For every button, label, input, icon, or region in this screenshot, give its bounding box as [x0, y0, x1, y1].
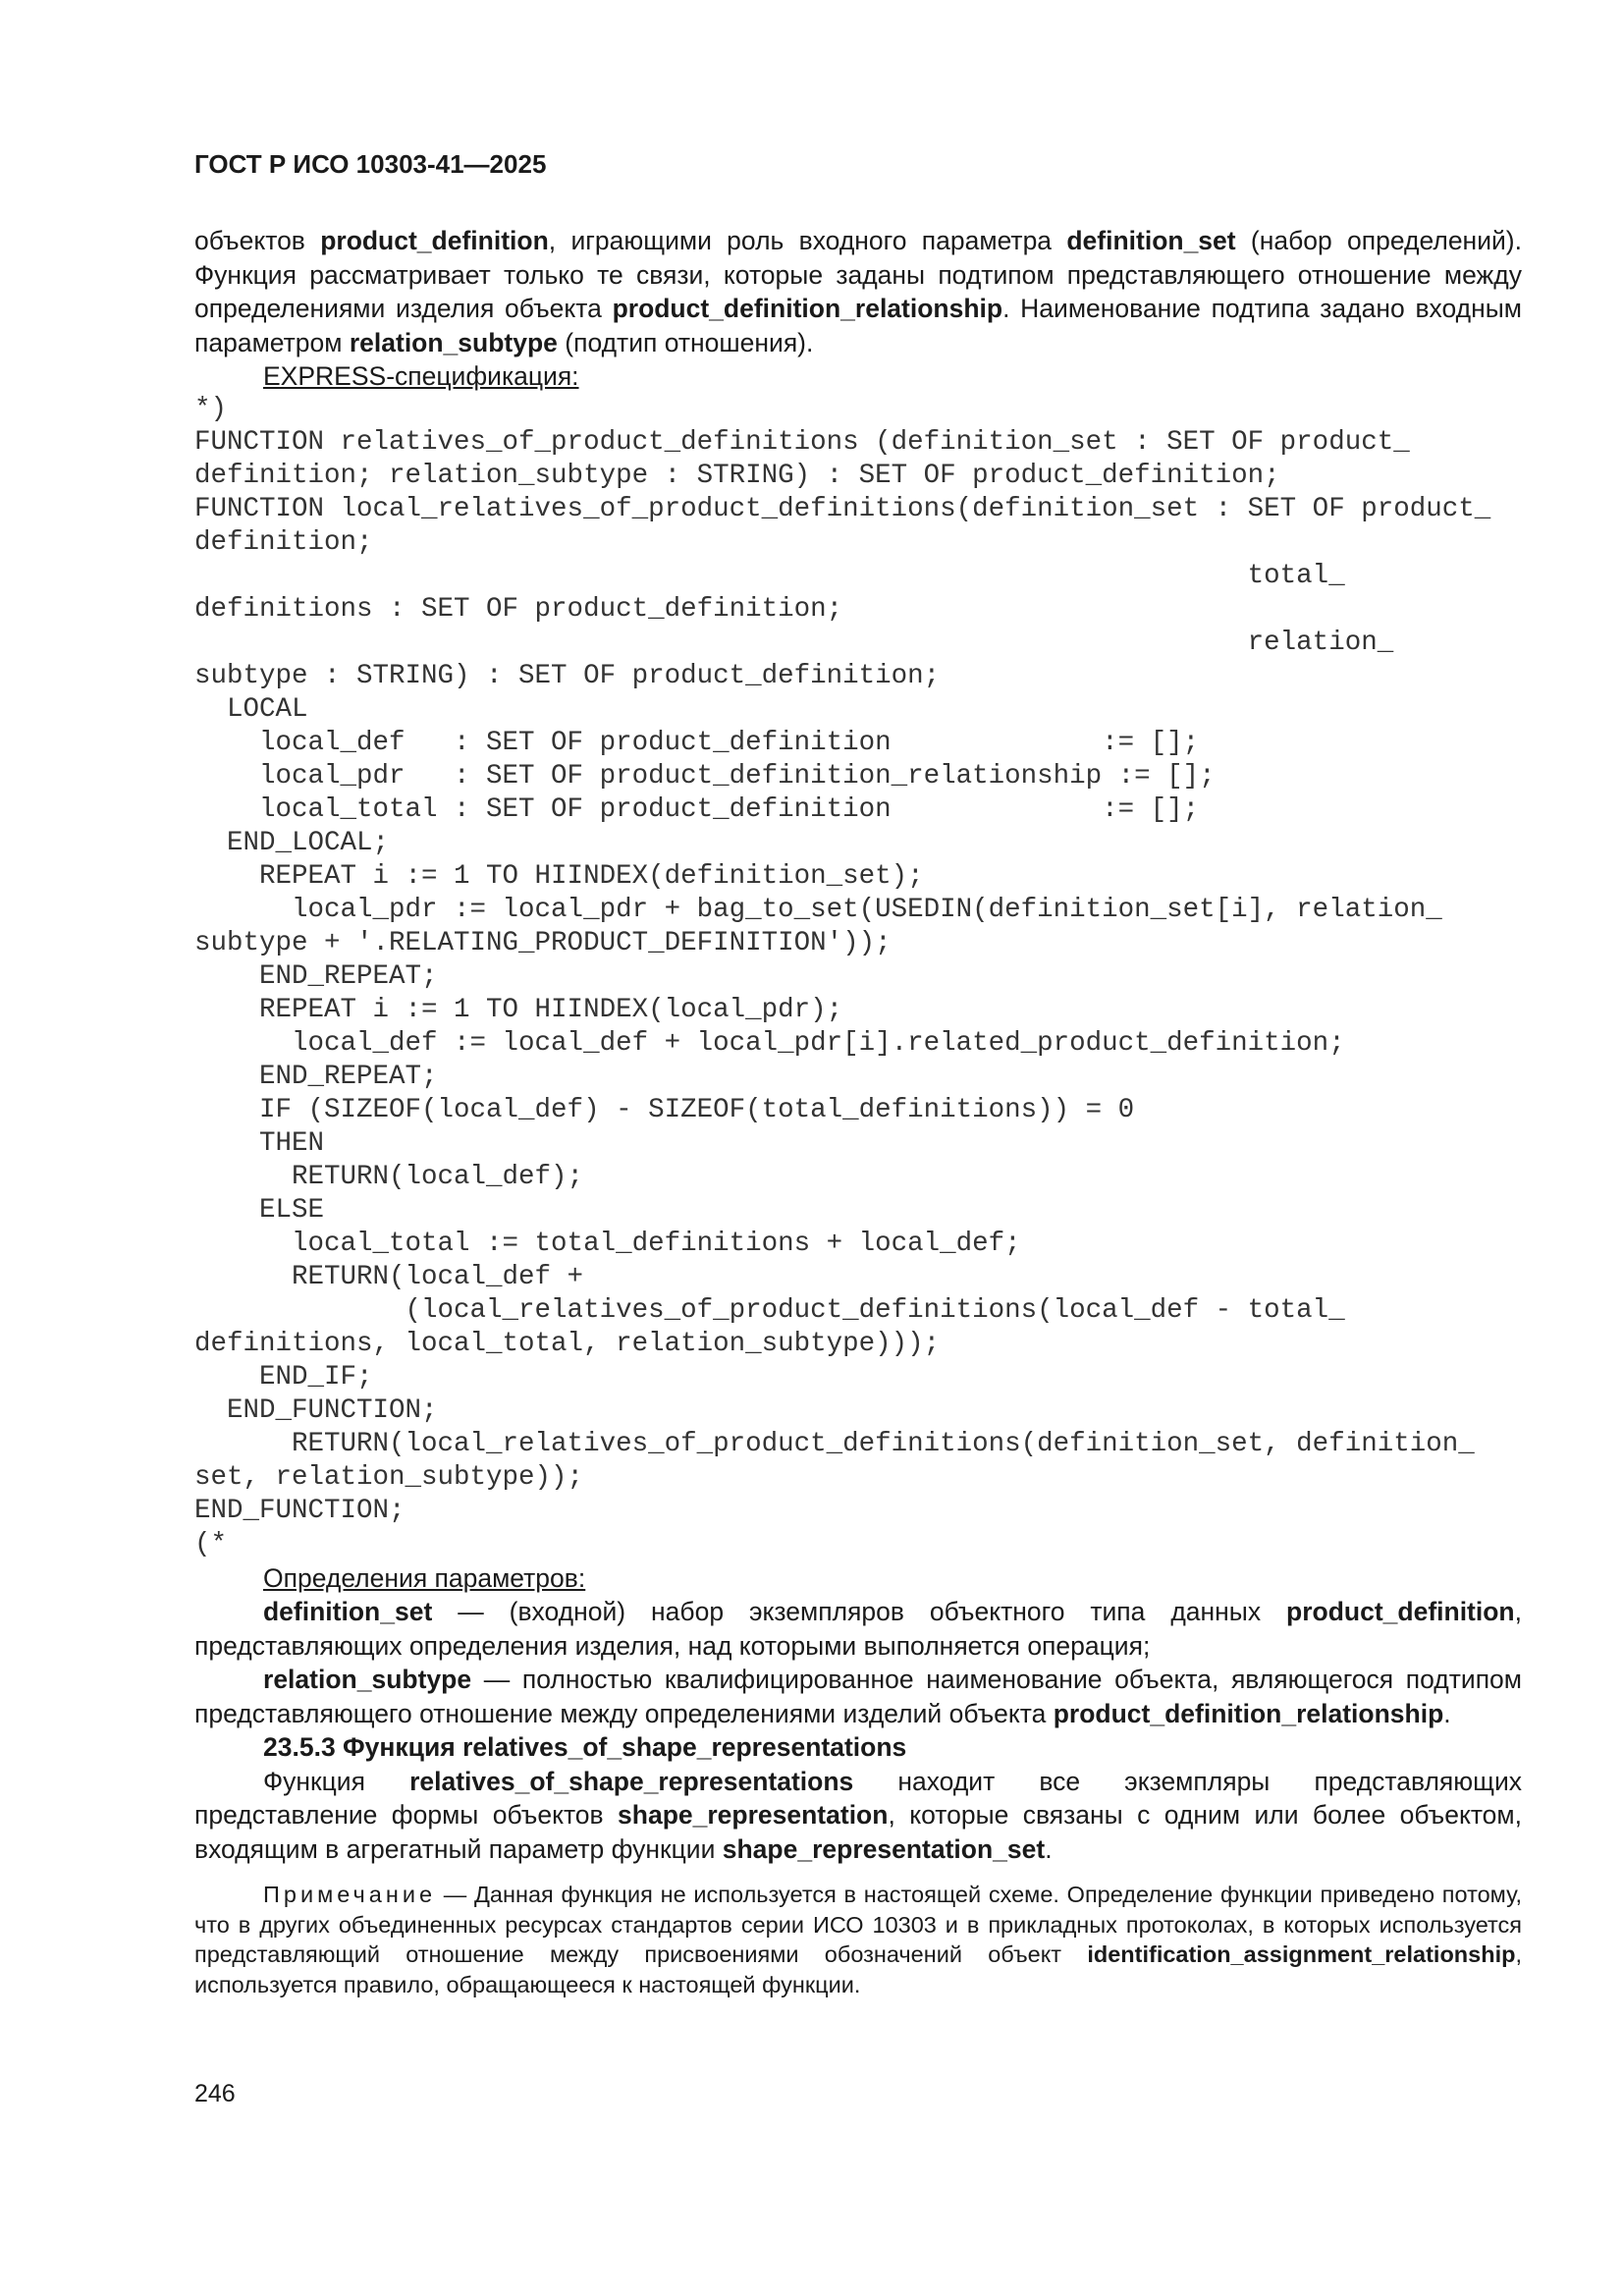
- param-text: — полностью квалифицированное наименование объекта, являющегося подтипом представляющего отношение между определениями изделий объекта: [194, 1665, 1522, 1728]
- note-paragraph: [194, 1880, 1522, 1999]
- express-code-block: *) FUNCTION relatives_of_product_definitions (definition_set : SET OF product_ definition; relation_subtype : STRING) : SET OF product_definition; FUNCTION local_relatives_of_product_definitions(definition_set : SET OF product_ definition; total_ definitions : SET OF product_definition; relation_ subtype : STRING) : SET OF product_definition; LOCAL local_def : SET OF product_definition := []; local_pdr : SET OF product_definition_relationship := []; local_total : SET OF product_definition := []; END_LOCAL; REPEAT i := 1 TO HIINDEX(definition_set); local_pdr := local_pdr + bag_to_set(USEDIN(definition_set[i], relation_ subtype + '.RELATING_PRODUCT_DEFINITION')); END_REPEAT; REPEAT i := 1 TO HIINDEX(local_pdr); local_def := local_def + local_pdr[i].related_product_definition; END_REPEAT; IF (SIZEOF(local_def) - SIZEOF(total_definitions)) = 0 THEN RETURN(local_def); ELSE local_total := total_definitions + local_def; RETURN(local_def + (local_relatives_of_product_definitions(local_def - total_ definitions, local_total, relation_subtype))); END_IF; END_FUNCTION; RETURN(local_relatives_of_product_definitions(definition_set, definition_ set, relation_subtype)); END_FUNCTION; (*: [194, 394, 1491, 1559]
- note-label: Примечание: [263, 1882, 437, 1907]
- section-text: .: [1045, 1833, 1053, 1864]
- section-text: находит все экземпляры представляющих представление формы объектов: [194, 1766, 1522, 1830]
- section-text: Функция: [263, 1766, 410, 1796]
- intro-text: . Наименование подтипа задано входным параметром: [194, 294, 1522, 357]
- page-number: 246: [194, 2080, 236, 2107]
- note-text: , используется правило, обращающееся к настоящей функции.: [194, 1941, 1522, 1997]
- param-name: definition_set: [263, 1597, 433, 1626]
- term-product-definition-relationship: product_definition_relationship: [1053, 1698, 1444, 1728]
- section-heading: 23.5.3 Функция relatives_of_shape_representations: [263, 1732, 907, 1762]
- page-header: ГОСТ Р ИСО 10303-41—2025: [194, 149, 547, 179]
- term-product-definition-relationship: product_definition_relationship: [612, 294, 1003, 323]
- intro-text: (набор определений). Функция рассматривает только те связи, которые заданы подтипом представляющего отношение между определениями изделия объекта: [194, 226, 1522, 323]
- term-product-definition: product_definition: [1286, 1597, 1515, 1626]
- parameters-label: Определения параметров:: [263, 1563, 586, 1593]
- param-text: , представляющих определения изделия, над которыми выполняется операция;: [194, 1597, 1522, 1661]
- term-relation-subtype: relation_subtype: [349, 327, 558, 357]
- param-name: relation_subtype: [263, 1665, 472, 1694]
- term-product-definition: product_definition: [320, 226, 549, 255]
- term-shape-representation: shape_representation: [618, 1800, 889, 1830]
- param-text: — (входной) набор экземпляров объектного типа данных: [432, 1597, 1287, 1626]
- page-content: [194, 224, 1522, 1999]
- term-relatives-of-shape-representations: relatives_of_shape_representations: [409, 1766, 854, 1796]
- param-definition-set: [194, 1595, 1522, 1663]
- note-text: — Данная функция не используется в настоящей схеме. Определение функции приведено потому, что в других объединенных ресурсах стандартов серии ИСО 10303 и в прикладных протоколах, в которых используется представляющий отношение между присвоениями обозначений объект: [194, 1882, 1522, 1967]
- intro-text: (подтип отношения).: [557, 327, 814, 357]
- section-paragraph: [194, 1765, 1522, 1867]
- term-identification-assignment-relationship: identification_assignment_relationship: [1087, 1941, 1516, 1967]
- express-spec-label: EXPRESS-спецификация:: [263, 361, 579, 391]
- section-text: , которые связаны с одним или более объектом, входящим в агрегатный параметр функции: [194, 1800, 1522, 1864]
- intro-text: , играющими роль входного параметра: [548, 226, 1067, 255]
- intro-paragraph: [194, 224, 1522, 359]
- intro-text: объектов: [194, 226, 321, 255]
- param-text: .: [1443, 1698, 1451, 1728]
- term-definition-set: definition_set: [1066, 226, 1236, 255]
- param-relation-subtype: [194, 1663, 1522, 1730]
- term-shape-representation-set: shape_representation_set: [722, 1833, 1046, 1864]
